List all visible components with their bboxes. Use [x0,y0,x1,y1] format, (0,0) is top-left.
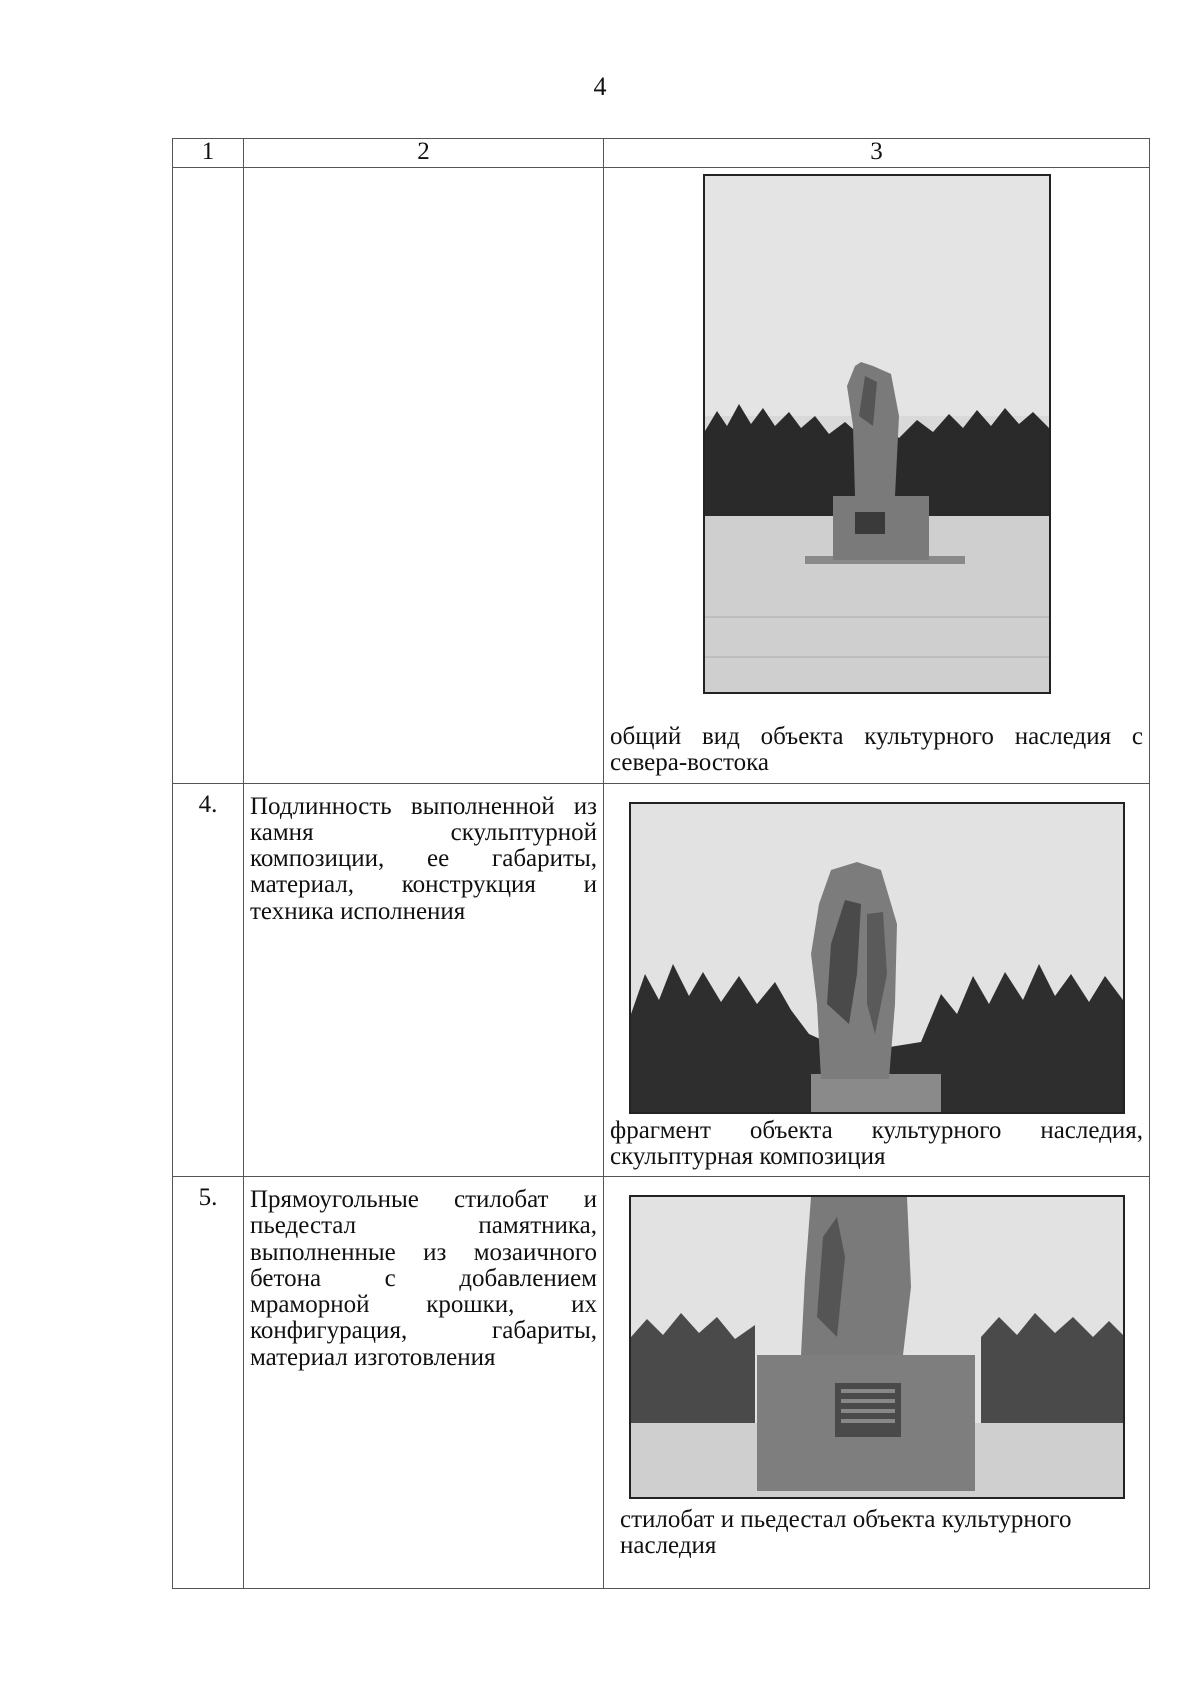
row-description: Подлинность выполненной из камня скульптурной композиции, ее габариты, материал, конструкция и техника исполнения [244,783,604,1177]
column-header-3: 3 [604,139,1150,168]
table-header-row [173,139,1150,168]
row-number [173,168,244,784]
table-row [173,168,1150,784]
photo-caption: общий вид объекта культурного наследия с севера-востока [610,723,1143,777]
row-number: 5. [173,1177,244,1589]
photo-cell [604,783,1150,1177]
photo-cell [604,1177,1150,1589]
photo-caption: стилобат и пьедестал объекта культурного наследия [620,1506,1072,1560]
row-number: 4. [173,783,244,1177]
heritage-table [172,138,1150,1589]
pedestal-image [629,1195,1125,1499]
photo-caption: фрагмент объекта культурного наследия, скульптурная композиция [610,1116,1143,1170]
monument-general-view-image [703,174,1051,694]
sculpture-fragment-image [629,802,1125,1114]
column-header-2: 2 [244,139,604,168]
row-description [244,168,604,784]
photo-cell [604,168,1150,784]
table-row [173,1177,1150,1589]
column-header-1: 1 [173,139,244,168]
page-number: 4 [593,72,607,101]
row-description: Прямоугольные стилобат и пьедестал памятника, выполненные из мозаичного бетона с добавлением мраморной крошки, их конфигурация, габариты, материал изготовления [244,1177,604,1589]
table-row [173,783,1150,1177]
